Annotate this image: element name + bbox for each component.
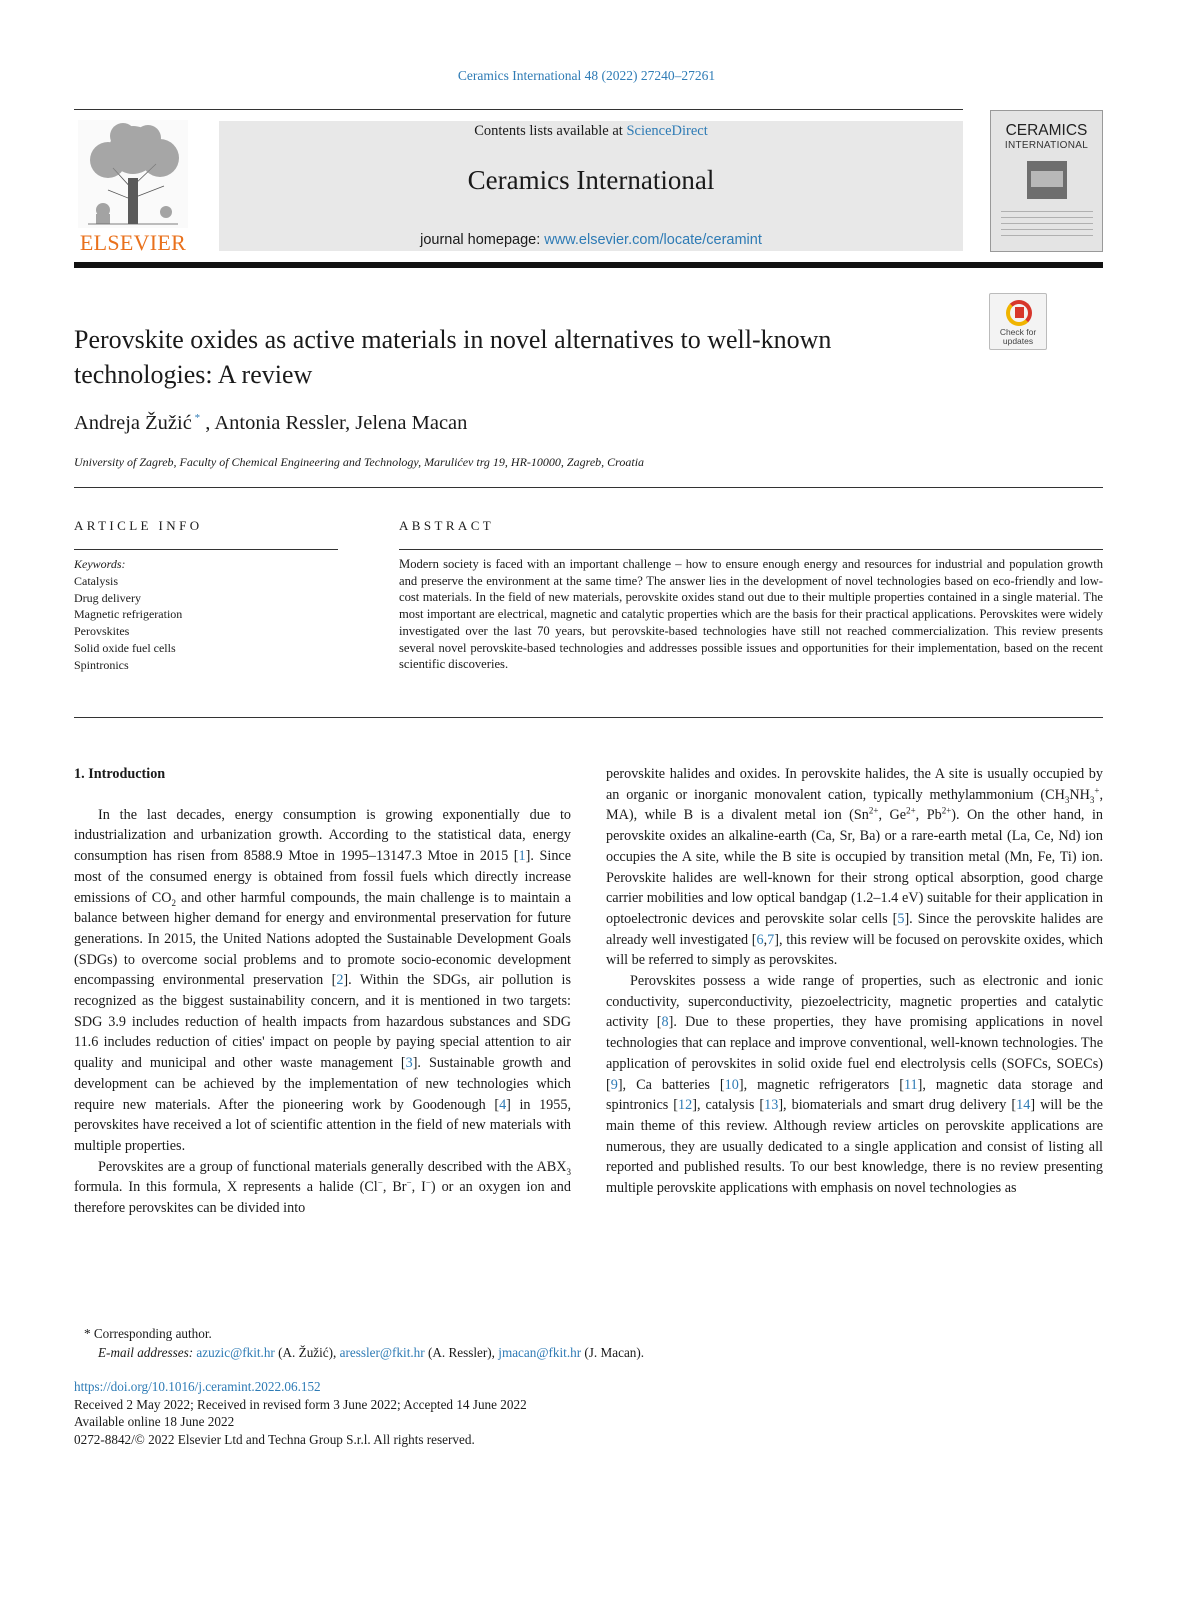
abstract-bottom-rule bbox=[74, 717, 1103, 718]
keyword-item[interactable]: Catalysis bbox=[74, 573, 118, 588]
article-title: Perovskite oxides as active materials in novel alternatives to well-known technologies: A review bbox=[74, 325, 832, 389]
citation-link[interactable]: 3 bbox=[405, 1055, 413, 1072]
citation-link[interactable]: 5 bbox=[897, 910, 905, 927]
check-for-updates-button[interactable] bbox=[989, 293, 1047, 350]
corresponding-author-note: * Corresponding author. bbox=[84, 1326, 212, 1341]
body-column-left bbox=[74, 764, 571, 1219]
body-column-right bbox=[606, 764, 1103, 1199]
keywords-list bbox=[74, 556, 338, 674]
citation-link[interactable]: 1 bbox=[518, 848, 526, 865]
journal-citation-link[interactable]: Ceramics International 48 (2022) 27240–27261 bbox=[457, 68, 716, 83]
citation-link[interactable]: 4 bbox=[499, 1096, 507, 1113]
section-rule bbox=[74, 487, 1103, 488]
abstract-text: Modern society is faced with an important challenge – how to ensure enough energy and resources for industrial and population growth and preserve the environment at the same time? The answer lies in the development of novel technologies based on eco-friendly and low-cost materials. In the field of new materials, perovskite oxides stand out due to their multiple properties contained in a single material. The most important are electrical, magnetic and catalytic properties which are the basis for their practical applications. Perovskites were widely investigated over the last 70 years, but perovskite-based technologies have still not reached commercialization. This review presents several novel perovskite-based technologies and addresses possible issues and opportunities for their implementation, based on the recent scientific discoveries. bbox=[399, 557, 1103, 672]
keyword-item[interactable]: Solid oxide fuel cells bbox=[74, 640, 176, 655]
cover-text-lines bbox=[1001, 211, 1093, 241]
citation-link[interactable]: 13 bbox=[764, 1097, 779, 1114]
article-info-rule bbox=[74, 549, 338, 550]
citation-link[interactable]: 14 bbox=[1016, 1097, 1031, 1114]
elsevier-logo[interactable] bbox=[74, 120, 192, 254]
doi-link[interactable]: https://doi.org/10.1016/j.ceramint.2022.06.152 bbox=[74, 1379, 321, 1394]
keyword-item[interactable]: Perovskites bbox=[74, 624, 130, 639]
body-paragraph: perovskite halides and oxides. In perovskite halides, the A site is usually occupied by an organic or inorganic monovalent cation, typically methylammonium ($CH_3NH_3^+$, MA), while B is a divalent metal ion ($Sn^{2+}$, $Ge^{2+}$, $Pb^{2+}$). On the other hand, in perovskite oxides an alkaline-earth (Ca, Sr, Ba) or a rare-earth metal (La, Ce, Nd) ion occupies the A site, while the B site is occupied by transition metal (Mn, Fe, Ti) ion. Perovskite halides are well-known for their strong optical absorption, good charge carrier mobilities and low optical bandgap (1.2–1.4 eV) suitable for their application in optoelectronic devices and perovskite solar cells [5]. Since the perovskite halides are already well investigated [6,7], this review will be focused on perovskite oxides, which will be referred to simply as perovskites. bbox=[606, 766, 1104, 969]
email-link[interactable]: jmacan@fkit.hr bbox=[498, 1345, 582, 1360]
email-label: E-mail addresses: bbox=[98, 1345, 197, 1360]
corresponding-author-mark[interactable]: * bbox=[191, 412, 201, 424]
email-link[interactable]: aressler@fkit.hr bbox=[339, 1345, 425, 1360]
available-online-date: Available online 18 June 2022 bbox=[74, 1414, 235, 1429]
cover-title: CERAMICS bbox=[1005, 122, 1088, 139]
homepage-prefix: journal homepage: bbox=[420, 232, 545, 248]
keyword-item[interactable]: Drug delivery bbox=[74, 590, 141, 605]
homepage-line bbox=[219, 232, 963, 248]
email-link[interactable]: azuzic@fkit.hr bbox=[196, 1345, 275, 1360]
copyright-line: 0272-8842/© 2022 Elsevier Ltd and Techna Group S.r.l. All rights reserved. bbox=[74, 1431, 475, 1447]
citation-link[interactable]: 9 bbox=[610, 1076, 618, 1093]
footnotes bbox=[74, 1324, 1103, 1362]
contents-prefix: Contents lists available at bbox=[474, 123, 627, 139]
citation-link[interactable]: 11 bbox=[903, 1076, 918, 1093]
citation-link[interactable]: 6 bbox=[756, 931, 764, 948]
citation-link[interactable]: 7 bbox=[767, 931, 775, 948]
journal-title: Ceramics International bbox=[467, 165, 715, 195]
abstract-heading: ABSTRACT bbox=[399, 518, 495, 533]
citation-link[interactable]: 10 bbox=[724, 1076, 739, 1093]
body-paragraph: Perovskites are a group of functional materials generally described with the $ABX_3$ formula. In this formula, X represents a halide (Cl−, Br−, I−) or an oxygen ion and therefore perovskites can be divided into bbox=[74, 1158, 571, 1217]
elsevier-tree-icon bbox=[78, 120, 188, 228]
cover-subtitle: INTERNATIONAL bbox=[1004, 140, 1089, 151]
citation-link[interactable]: 2 bbox=[336, 972, 344, 989]
article-info-heading: ARTICLE INFO bbox=[74, 518, 203, 533]
publisher-wordmark: ELSEVIER bbox=[79, 230, 187, 255]
keyword-item[interactable]: Spintronics bbox=[74, 657, 129, 672]
check-for-updates-label: Check for updates bbox=[999, 327, 1037, 346]
contents-line bbox=[219, 123, 963, 140]
email-addresses: E-mail addresses: azuzic@fkit.hr (A. Žužić), aressler@fkit.hr (A. Ressler), jmacan@fkit.hr (J. Macan). bbox=[98, 1345, 645, 1360]
received-dates: Received 2 May 2022; Received in revised form 3 June 2022; Accepted 14 June 2022 bbox=[74, 1396, 527, 1412]
affiliation: University of Zagreb, Faculty of Chemical Engineering and Technology, Marulićev trg 19, HR-10000, Zagreb, Croatia bbox=[74, 455, 645, 469]
publication-info bbox=[74, 1378, 1103, 1448]
abstract-rule bbox=[399, 549, 1103, 550]
cover-image-detail bbox=[1031, 171, 1063, 187]
keyword-item[interactable]: Magnetic refrigeration bbox=[74, 607, 183, 622]
masthead-bottom-rule bbox=[74, 262, 1103, 268]
citation-link[interactable]: 12 bbox=[678, 1097, 693, 1114]
body-paragraph: In the last decades, energy consumption is growing exponentially due to industrialization and urbanization growth. According to the statistical data, energy consumption has risen from 8588.9 Mtoe in 1995–13147.3 Mtoe in 2015 [1]. Since most of the consumed energy is obtained from fossil fuels which directly increase emissions of $CO_2$ and other harmful compounds, the main challenge is to maintain a balance between higher demand for energy and environmental preservation for future generations. In 2015, the United Nations adopted the Sustainable Development Goals (SDGs) to overcome social problems and to promote socio-economic development encompassing environmental preservation [2]. Within the SDGs, air pollution is recognized as the biggest sustainability concern, and it is mentioned in two targets: SDG 3.9 includes reduction of health impacts from hazardous substances and SDG 11.6 includes reduction of cities' impact on people by paying special attention to air quality and municipal and other waste management [3]. Sustainable growth and development can be achieved by the implementation of new technologies which require new materials. After the pioneering work by Goodenough [4] in 1955, perovskites have received a lot of scientific attention in the field of new materials with multiple properties. bbox=[74, 806, 572, 1154]
citation-link[interactable]: 8 bbox=[661, 1014, 669, 1031]
journal-masthead bbox=[219, 121, 963, 251]
section-heading-introduction: 1. Introduction bbox=[74, 766, 166, 782]
body-paragraph: Perovskites possess a wide range of properties, such as electronic and ionic conductivity, superconductivity, piezoelectricity, magnetic properties and catalytic activity [8]. Due to these properties, they have promising applications in novel technologies that can replace and improve conventional, well-known technologies. The application of perovskites in solid oxide fuel end electrolysis cells (SOFCs, SOECs) [9], Ca batteries [10], magnetic refrigerators [11], magnetic data storage and spintronics [12], catalysis [13], biomaterials and smart drug delivery [14] will be the main theme of this review. Although review articles on perovskite applications are numerous, they are usually dedicated to a single application and consist of listing all reported and published results. To our best knowledge, there is no review presenting multiple perovskite applications with emphasis on novel technologies as bbox=[606, 973, 1103, 1197]
author-list bbox=[74, 412, 467, 435]
authors-text: Andreja Žužić * , Antonia Ressler, Jelena Macan bbox=[74, 412, 468, 434]
journal-homepage-link[interactable]: www.elsevier.com/locate/ceramint bbox=[544, 232, 762, 248]
journal-cover-thumbnail[interactable] bbox=[990, 110, 1103, 252]
keywords-label: Keywords: bbox=[74, 557, 126, 571]
header-rule bbox=[74, 109, 963, 110]
sciencedirect-link[interactable]: ScienceDirect bbox=[626, 123, 708, 139]
bookmark-icon bbox=[1015, 307, 1024, 318]
